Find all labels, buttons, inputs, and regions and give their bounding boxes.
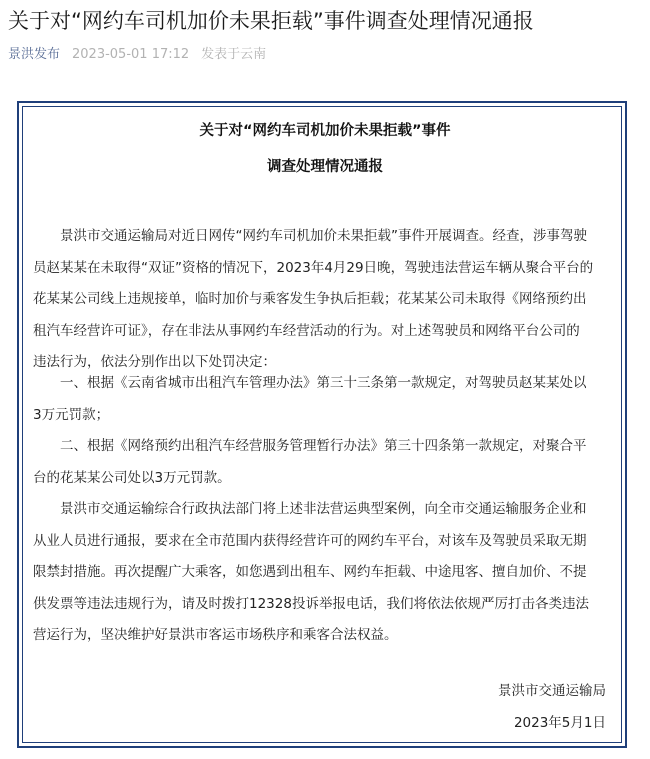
paragraph-line: 违法行为，依法分别作出以下处罚决定： [33, 354, 276, 370]
paragraph-line: 限禁封措施。再次提醒广大乘客，如您遇到出租车、网约车拒载、中途甩客、擅自加价、不提 [33, 564, 587, 580]
notice-paragraph-4 [33, 494, 610, 652]
paragraph-line: 二、根据《网络预约出租汽车经营服务管理暂行办法》第三十四条第一款规定，对聚合平 [60, 438, 587, 454]
publish-datetime: 2023-05-01 17:12 [72, 47, 190, 62]
paragraph-line: 台的花某某公司处以3万元罚款。 [33, 469, 231, 486]
notice-paragraph-1 [33, 221, 610, 379]
paragraph-line: 营运行为，坚决维护好景洪市客运市场秩序和乘客合法权益。 [33, 627, 398, 643]
notice-paragraph-3 [33, 431, 610, 494]
paragraph-line: 花某某公司线上违规接单，临时加价与乘客发生争执后拒载；花某某公司未取得《网络预约出 [33, 291, 587, 307]
notice-heading-line1: 关于对“网约车司机加价未果拒载”事件 [199, 123, 451, 139]
signature-organization: 景洪市交通运输局 [498, 683, 606, 699]
paragraph-line: 租汽车经营许可证》，存在非法从事网约车经营活动的行为。对上述驾驶员和网络平台公司的 [33, 322, 580, 339]
paragraph-line: 景洪市交通运输局对近日网传“网约车司机加价未果拒载”事件开展调查。经查，涉事驾驶 [60, 228, 587, 244]
paragraph-line: 供发票等违法违规行为，请及时拨打12328投诉举报电话，我们将依法依规严厉打击各类违法 [33, 595, 589, 612]
notice-heading-line2: 调查处理情况通报 [267, 159, 383, 175]
paragraph-line: 一、根据《云南省城市出租汽车管理办法》第三十三条第一款规定，对驾驶员赵某某处以 [60, 375, 587, 391]
paragraph-line: 景洪市交通运输综合行政执法部门将上述非法营运典型案例，向全市交通运输服务企业和 [60, 501, 587, 517]
article-meta [8, 46, 266, 64]
article-title: 关于对“网约车司机加价未果拒载”事件调查处理情况通报 [8, 9, 534, 33]
notice-paragraph-2 [33, 368, 610, 431]
signature-date: 2023年5月1日 [513, 715, 606, 731]
paragraph-line: 从业人员进行通报，要求在全市范围内获得经营许可的网约车平台，对该车及驾驶员采取无期 [33, 532, 587, 549]
paragraph-line: 3万元罚款； [33, 406, 110, 423]
publish-location: 发表于云南 [201, 47, 267, 62]
account-name-link[interactable]: 景洪发布 [8, 47, 61, 62]
paragraph-line: 员赵某某在未取得“双证”资格的情况下，2023年4月29日晚，驾驶违法营运车辆从聚合平台的 [33, 259, 594, 276]
